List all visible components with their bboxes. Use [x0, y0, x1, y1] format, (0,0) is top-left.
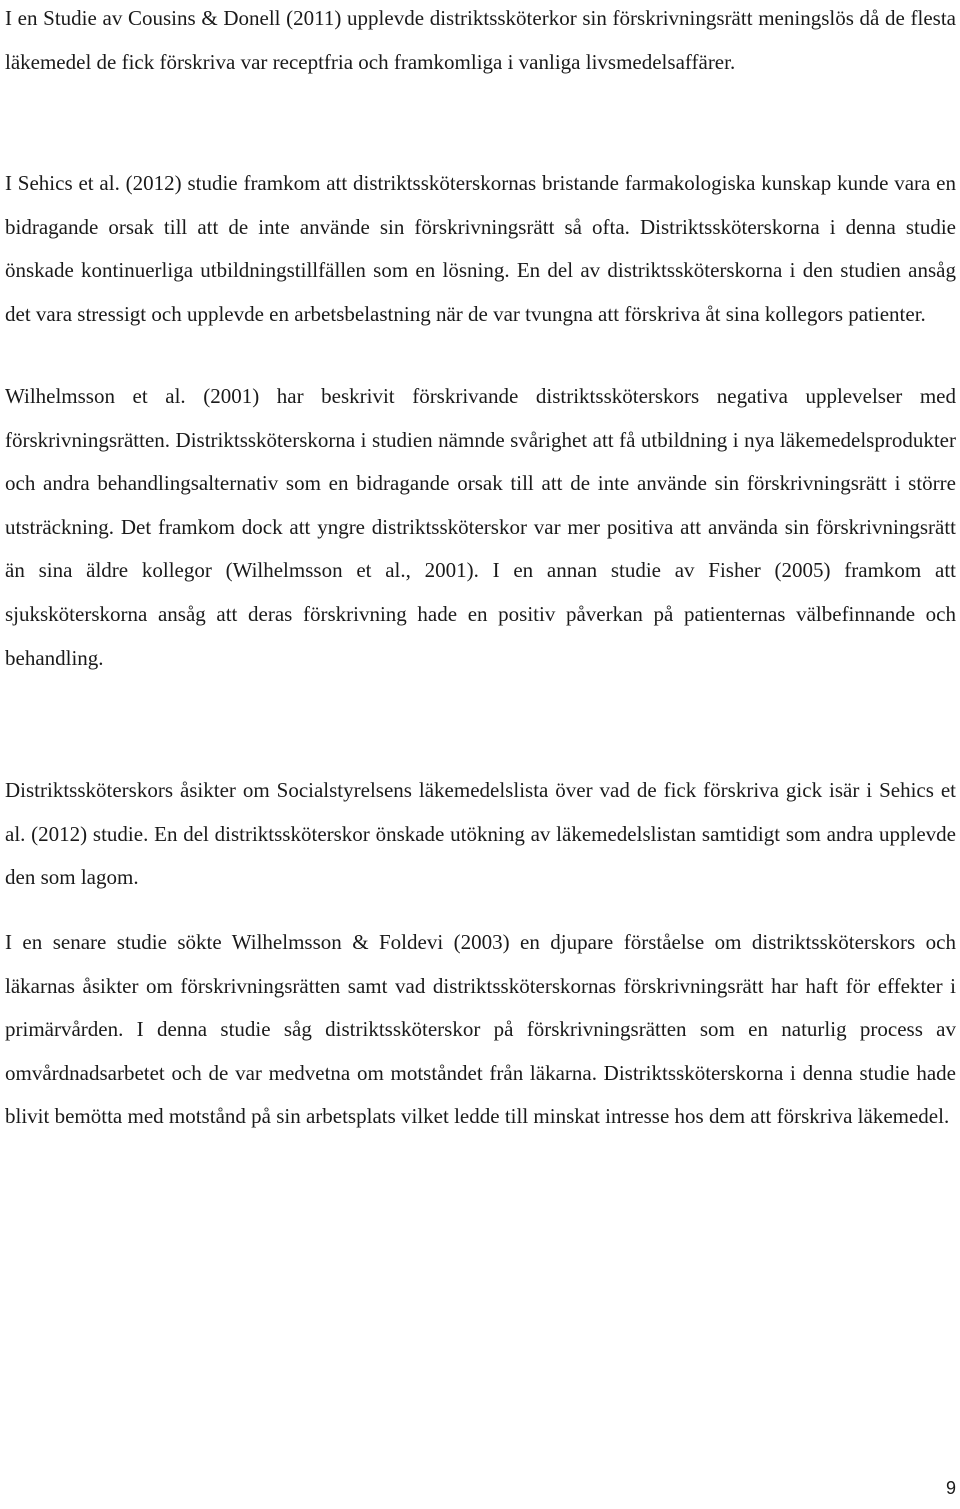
page-number: 9 — [945, 1478, 956, 1498]
paragraph-cousins-donell: I en Studie av Cousins & Donell (2011) upplevde distriktssköterkor sin förskrivningsrätt meningslös då de flesta läkemedel de fick förskriva var receptfria och framkomliga i vanliga livsmedelsaffärer. — [5, 6, 956, 74]
paragraph-medication-list: Distriktssköterskors åsikter om Socialstyrelsens läkemedelslista över vad de fick förskriva gick isär i Sehics et al. (2012) studie. En del distriktssköterskor önskade utökning av läkemedelslistan samtidigt som andra upplevde den som lagom. — [5, 778, 956, 890]
paragraph-wilhelmsson-2001: Wilhelmsson et al. (2001) har beskrivit förskrivande distriktssköterskors negativa upplevelser med förskrivningsrätten. Distriktssköterskorna i studien nämnde svårighet att få utbildning i nya läkemedelsprodukter och andra behandlingsalternativ som en bidragande orsak till att de inte använde sin förskrivningsrätt i större utsträckning. Det framkom dock att yngre distriktssköterskor var mer positiva att använda sin förskrivningsrätt än sina äldre kollegor (Wilhelmsson et al., 2001). I en annan studie av Fisher (2005) framkom att sjuksköterskorna ansåg att deras förskrivning hade en positiv påverkan på patienternas välbefinnande och behandling. — [5, 384, 956, 670]
paragraph-wilhelmsson-foldevi: I en senare studie sökte Wilhelmsson & Foldevi (2003) en djupare förståelse om distriktssköterskors och läkarnas åsikter om förskrivningsrätten samt vad distriktssköterskornas förskrivningsrätt har haft för effekter i primärvården. I denna studie såg distriktssköterskor på förskrivningsrätten som en naturlig process av omvårdnadsarbetet och de var medvetna om motståndet från läkarna. Distriktssköterskorna i denna studie hade blivit bemötta med motstånd på sin arbetsplats vilket ledde till minskat intresse hos dem att förskriva läkemedel. — [5, 930, 956, 1129]
paragraph-sehics: I Sehics et al. (2012) studie framkom att distriktssköterskornas bristande farmakologiska kunskap kunde vara en bidragande orsak till att de inte använde sin förskrivningsrätt så ofta. Distriktssköterskorna i denna studie önskade kontinuerliga utbildningstillfällen som en lösning. En del av distriktssköterskorna i den studien ansåg det vara stressigt och upplevde en arbetsbelastning när de var tvungna att förskriva åt sina kollegors patienter. — [5, 171, 956, 326]
